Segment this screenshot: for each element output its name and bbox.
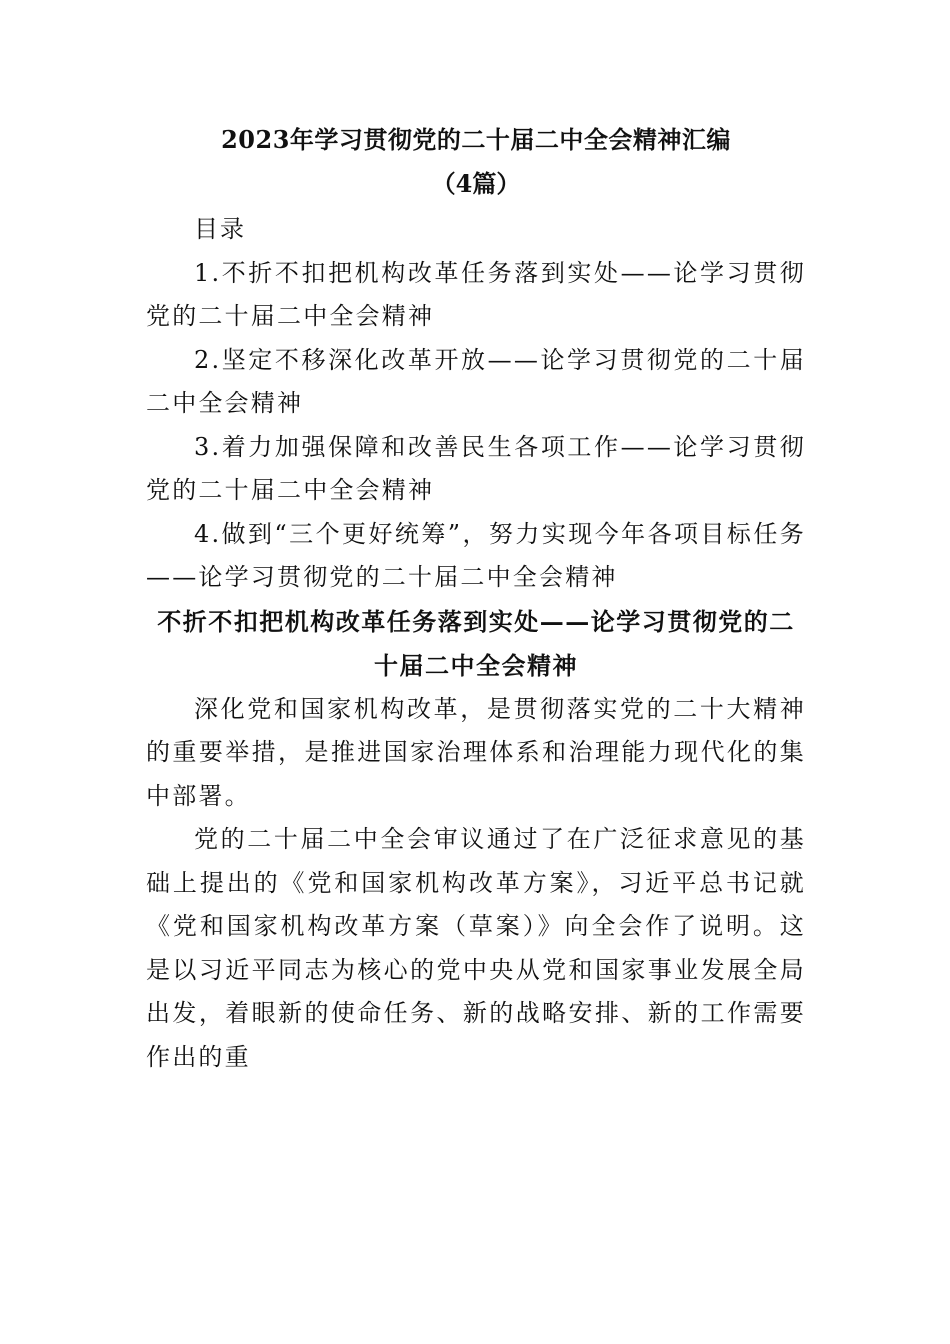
table-of-contents [146, 252, 806, 600]
body-paragraph: 党的二十届二中全会审议通过了在广泛征求意见的基础上提出的《党和国家机构改革方案》，习近平总书记就《党和国家机构改革方案（草案）》向全会作了说明。这是以习近平同志为核心的党中央从党和国家事业发展全局出发，着眼新的使命任务、新的战略安排、新的工作需要作出的重 [146, 825, 806, 1071]
article-body [146, 688, 806, 1080]
document-subtitle: （4篇） [431, 169, 521, 198]
toc-item: 4.做到“三个更好统筹”，努力实现今年各项目标任务——论学习贯彻党的二十届二中全会精神 [146, 519, 806, 591]
section-title: 不折不扣把机构改革任务落到实处——论学习贯彻党的二十届二中全会精神 [157, 606, 795, 680]
toc-heading: 目录 [194, 215, 246, 243]
toc-item: 2.坚定不移深化改革开放——论学习贯彻党的二十届二中全会精神 [146, 345, 806, 417]
document-page [146, 118, 806, 1079]
toc-item: 3.着力加强保障和改善民生各项工作——论学习贯彻党的二十届二中全会精神 [146, 432, 806, 504]
body-paragraph: 深化党和国家机构改革，是贯彻落实党的二十大精神的重要举措，是推进国家治理体系和治理能力现代化的集中部署。 [146, 694, 806, 810]
document-title: 2023年学习贯彻党的二十届二中全会精神汇编 [221, 125, 731, 154]
toc-item: 1.不折不扣把机构改革任务落到实处——论学习贯彻党的二十届二中全会精神 [146, 258, 806, 330]
